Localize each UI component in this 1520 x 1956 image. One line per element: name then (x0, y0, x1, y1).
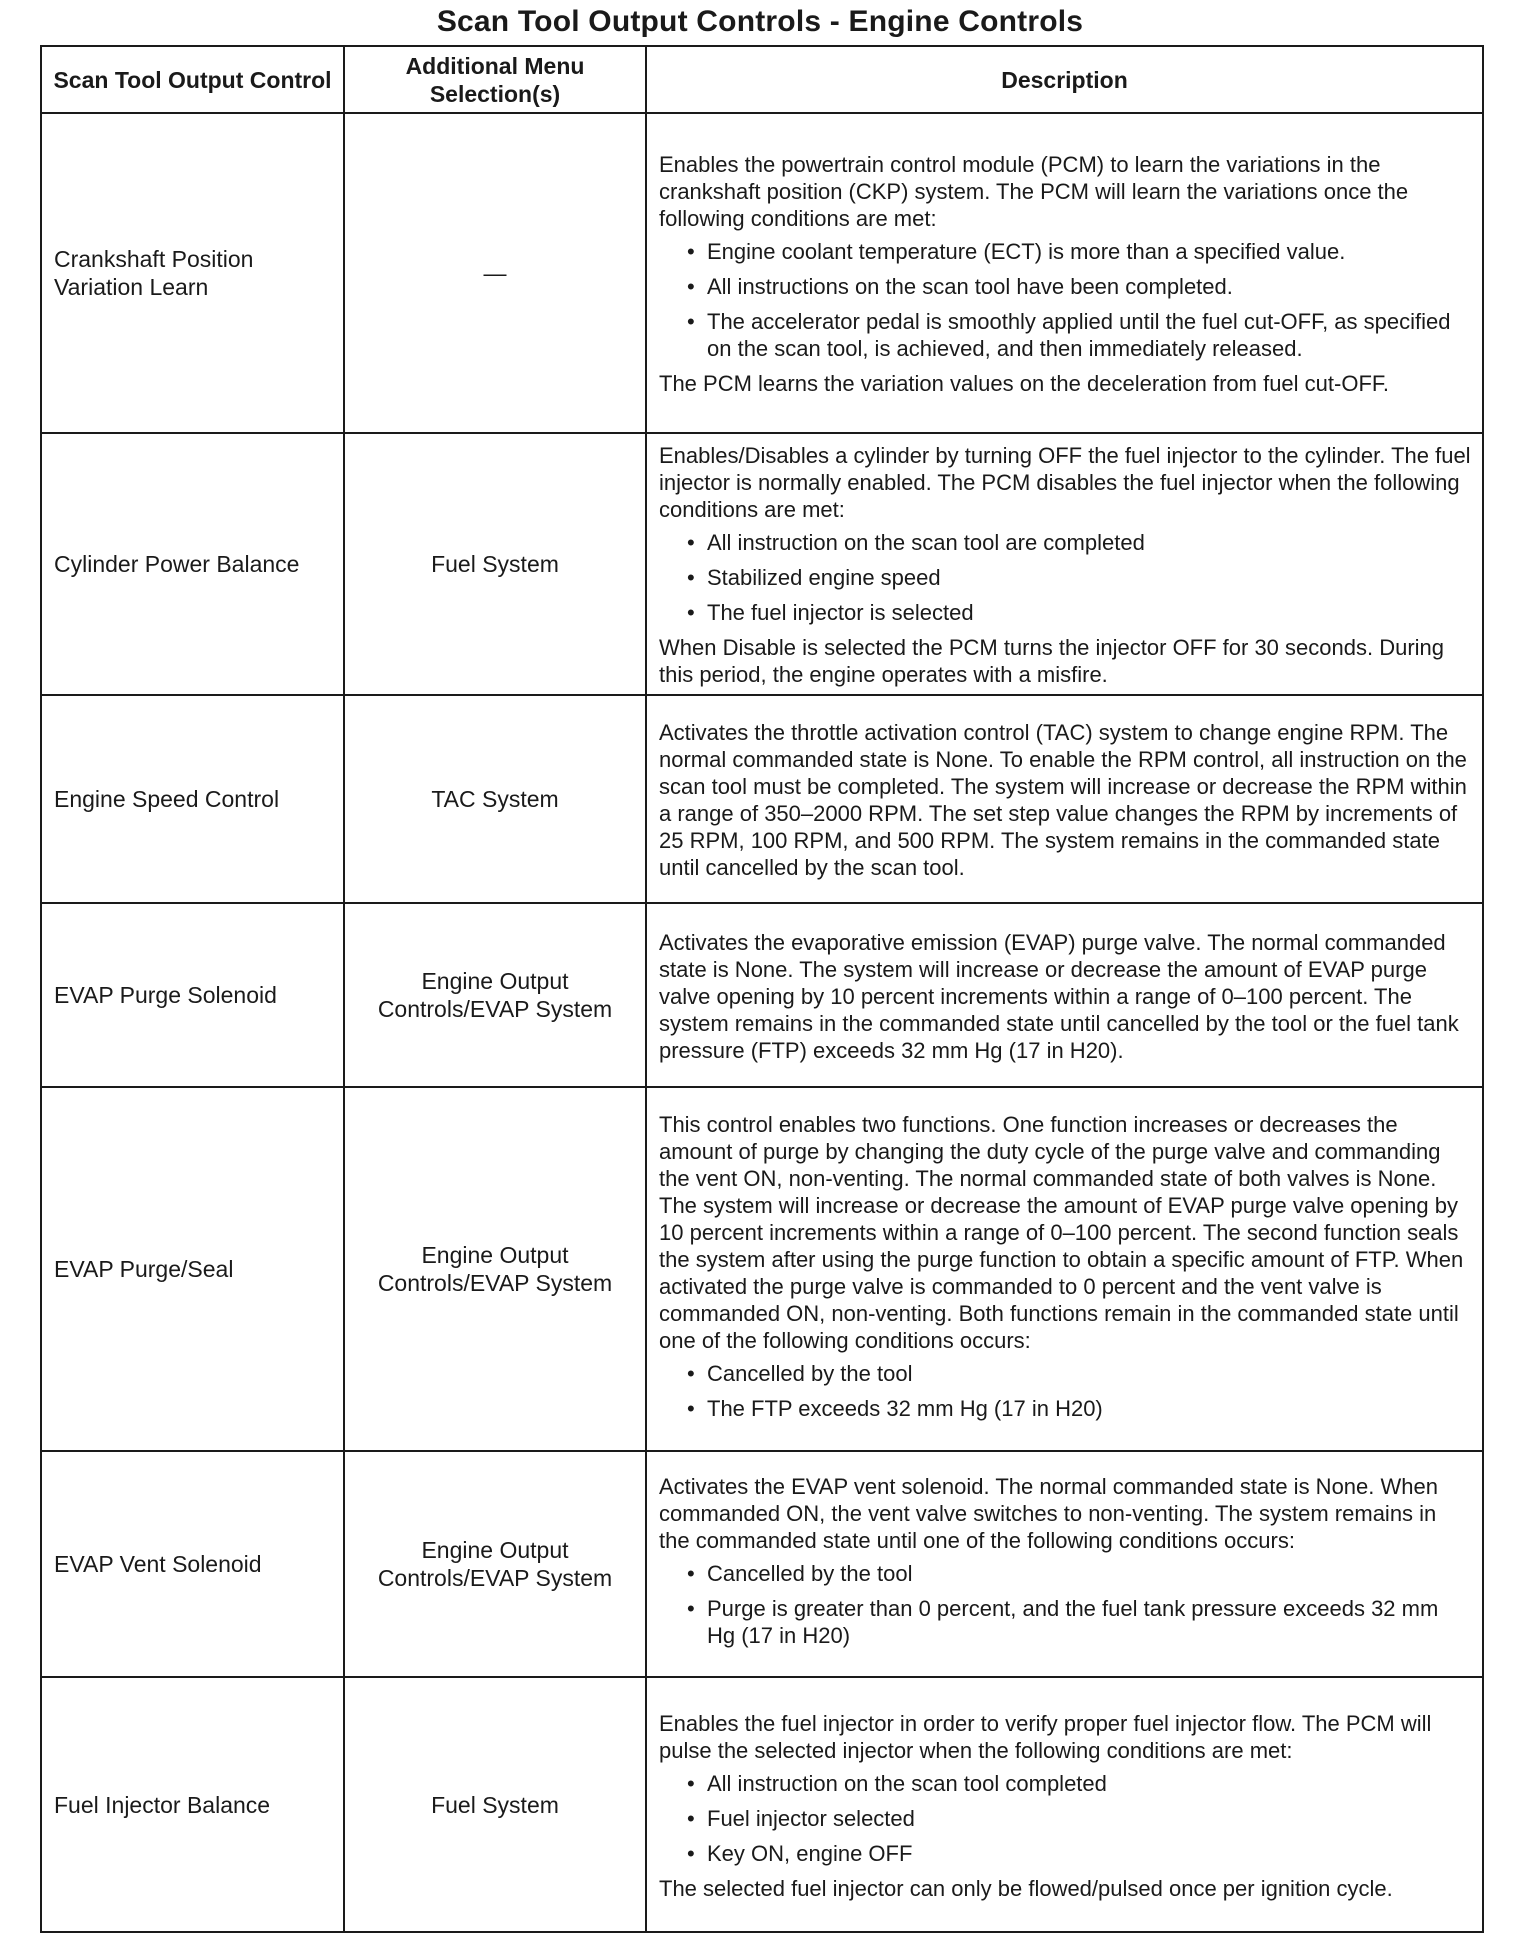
table-row (41, 1677, 1483, 1932)
list-item: • Stabilized engine speed (685, 564, 1472, 591)
table-row (41, 113, 1483, 433)
header-description: Description (646, 46, 1483, 113)
description-intro: Enables/Disables a cylinder by turning OFF the fuel injector to the cylinder. The fuel injector is normally enabled. The PCM disables the fuel injector when the following conditions are met: (659, 443, 1471, 522)
list-item: • Key ON, engine OFF (685, 1840, 1472, 1867)
description-intro: Activates the EVAP vent solenoid. The normal commanded state is None. When commanded ON, the vent valve switches to non-venting. The system remains in the commanded state until one of the following conditions occurs: (659, 1474, 1438, 1553)
menu-selection-cell: Engine Output Controls/EVAP System (344, 903, 646, 1087)
table-row (41, 903, 1483, 1087)
condition-list (659, 1560, 1472, 1649)
list-item: • All instruction on the scan tool completed (685, 1770, 1472, 1797)
page-title: Scan Tool Output Controls - Engine Controls (436, 5, 1084, 38)
menu-selection-cell: Engine Output Controls/EVAP System (344, 1087, 646, 1451)
output-control-cell: EVAP Purge/Seal (41, 1087, 344, 1451)
output-control-cell: EVAP Vent Solenoid (41, 1451, 344, 1677)
menu-selection-cell: — (344, 113, 646, 433)
menu-selection-cell: Engine Output Controls/EVAP System (344, 1451, 646, 1677)
description-intro: Enables the powertrain control module (PCM) to learn the variations in the crankshaft position (CKP) system. The PCM will learn the variations once the following conditions are met: (659, 152, 1409, 231)
list-item: • Fuel injector selected (685, 1805, 1472, 1832)
menu-selection-cell: TAC System (344, 695, 646, 903)
list-item: • All instructions on the scan tool have been completed. (685, 273, 1472, 300)
output-control-cell: Engine Speed Control (41, 695, 344, 903)
description-outro: The PCM learns the variation values on the deceleration from fuel cut-OFF. (659, 371, 1390, 396)
menu-selection-cell: Fuel System (344, 433, 646, 695)
output-controls-table (40, 45, 1484, 1933)
list-item: • The accelerator pedal is smoothly applied until the fuel cut-OFF, as specified on the scan tool, is achieved, and then immediately released. (685, 308, 1472, 362)
list-item: • Purge is greater than 0 percent, and the fuel tank pressure exceeds 32 mm Hg (17 in H20) (685, 1595, 1472, 1649)
list-item: • The FTP exceeds 32 mm Hg (17 in H20) (685, 1395, 1472, 1422)
header-menu-selection: Additional Menu Selection(s) (344, 46, 646, 113)
table-row (41, 433, 1483, 695)
table-row (41, 695, 1483, 903)
description-intro: Activates the evaporative emission (EVAP) purge valve. The normal commanded state is None. The system will increase or decrease the amount of EVAP purge valve opening by 10 percent increments within a range of 0–100 percent. The system remains in the commanded state until cancelled by the tool or the fuel tank pressure (FTP) exceeds 32 mm Hg (17 in H20). (659, 929, 1459, 1063)
output-control-cell: Crankshaft Position Variation Learn (41, 113, 344, 433)
table-header-row (41, 46, 1483, 113)
condition-list (659, 238, 1472, 362)
list-item: • Cancelled by the tool (685, 1560, 1472, 1587)
menu-selection-cell: Fuel System (344, 1677, 646, 1932)
description-outro: The selected fuel injector can only be flowed/pulsed once per ignition cycle. (659, 1875, 1393, 1901)
table-row (41, 1087, 1483, 1451)
table-row (41, 1451, 1483, 1677)
condition-list (659, 1770, 1472, 1867)
description-intro: Activates the throttle activation control (TAC) system to change engine RPM. The normal commanded state is None. To enable the RPM control, all instruction on the scan tool must be completed. The system will increase or decrease the RPM within a range of 350–2000 RPM. The set step value changes the RPM by increments of 25 RPM, 100 RPM, and 500 RPM. The system remains in the commanded state until cancelled by the scan tool. (659, 720, 1467, 880)
list-item: • The fuel injector is selected (685, 599, 1472, 626)
description-cell (646, 1451, 1483, 1677)
description-outro: When Disable is selected the PCM turns the injector OFF for 30 seconds. During this period, the engine operates with a misfire. (659, 635, 1445, 687)
list-item: • Engine coolant temperature (ECT) is more than a specified value. (685, 238, 1472, 265)
header-output-control: Scan Tool Output Control (41, 46, 344, 113)
output-control-cell: Cylinder Power Balance (41, 433, 344, 695)
description-intro: This control enables two functions. One function increases or decreases the amount of purge by changing the duty cycle of the purge valve and commanding the vent ON, non-venting. The normal commanded state of both valves is None. The system will increase or decrease the amount of EVAP purge valve opening by 10 percent increments within a range of 0–100 percent. The second function seals the system after using the purge function to obtain a specific amount of FTP. When activated the purge valve is commanded to 0 percent and the vent valve is commanded ON, non-venting. Both functions remain in the commanded state until one of the following conditions occurs: (659, 1111, 1464, 1353)
description-cell (646, 695, 1483, 903)
list-item: • Cancelled by the tool (685, 1360, 1472, 1387)
output-control-cell: EVAP Purge Solenoid (41, 903, 344, 1087)
description-cell (646, 433, 1483, 695)
condition-list (659, 529, 1472, 626)
description-cell (646, 1677, 1483, 1932)
list-item: • All instruction on the scan tool are completed (685, 529, 1472, 556)
description-cell (646, 1087, 1483, 1451)
description-cell (646, 113, 1483, 433)
description-intro: Enables the fuel injector in order to verify proper fuel injector flow. The PCM will pulse the selected injector when the following conditions are met: (659, 1710, 1432, 1763)
description-cell (646, 903, 1483, 1087)
condition-list (659, 1360, 1472, 1422)
output-control-cell: Fuel Injector Balance (41, 1677, 344, 1932)
